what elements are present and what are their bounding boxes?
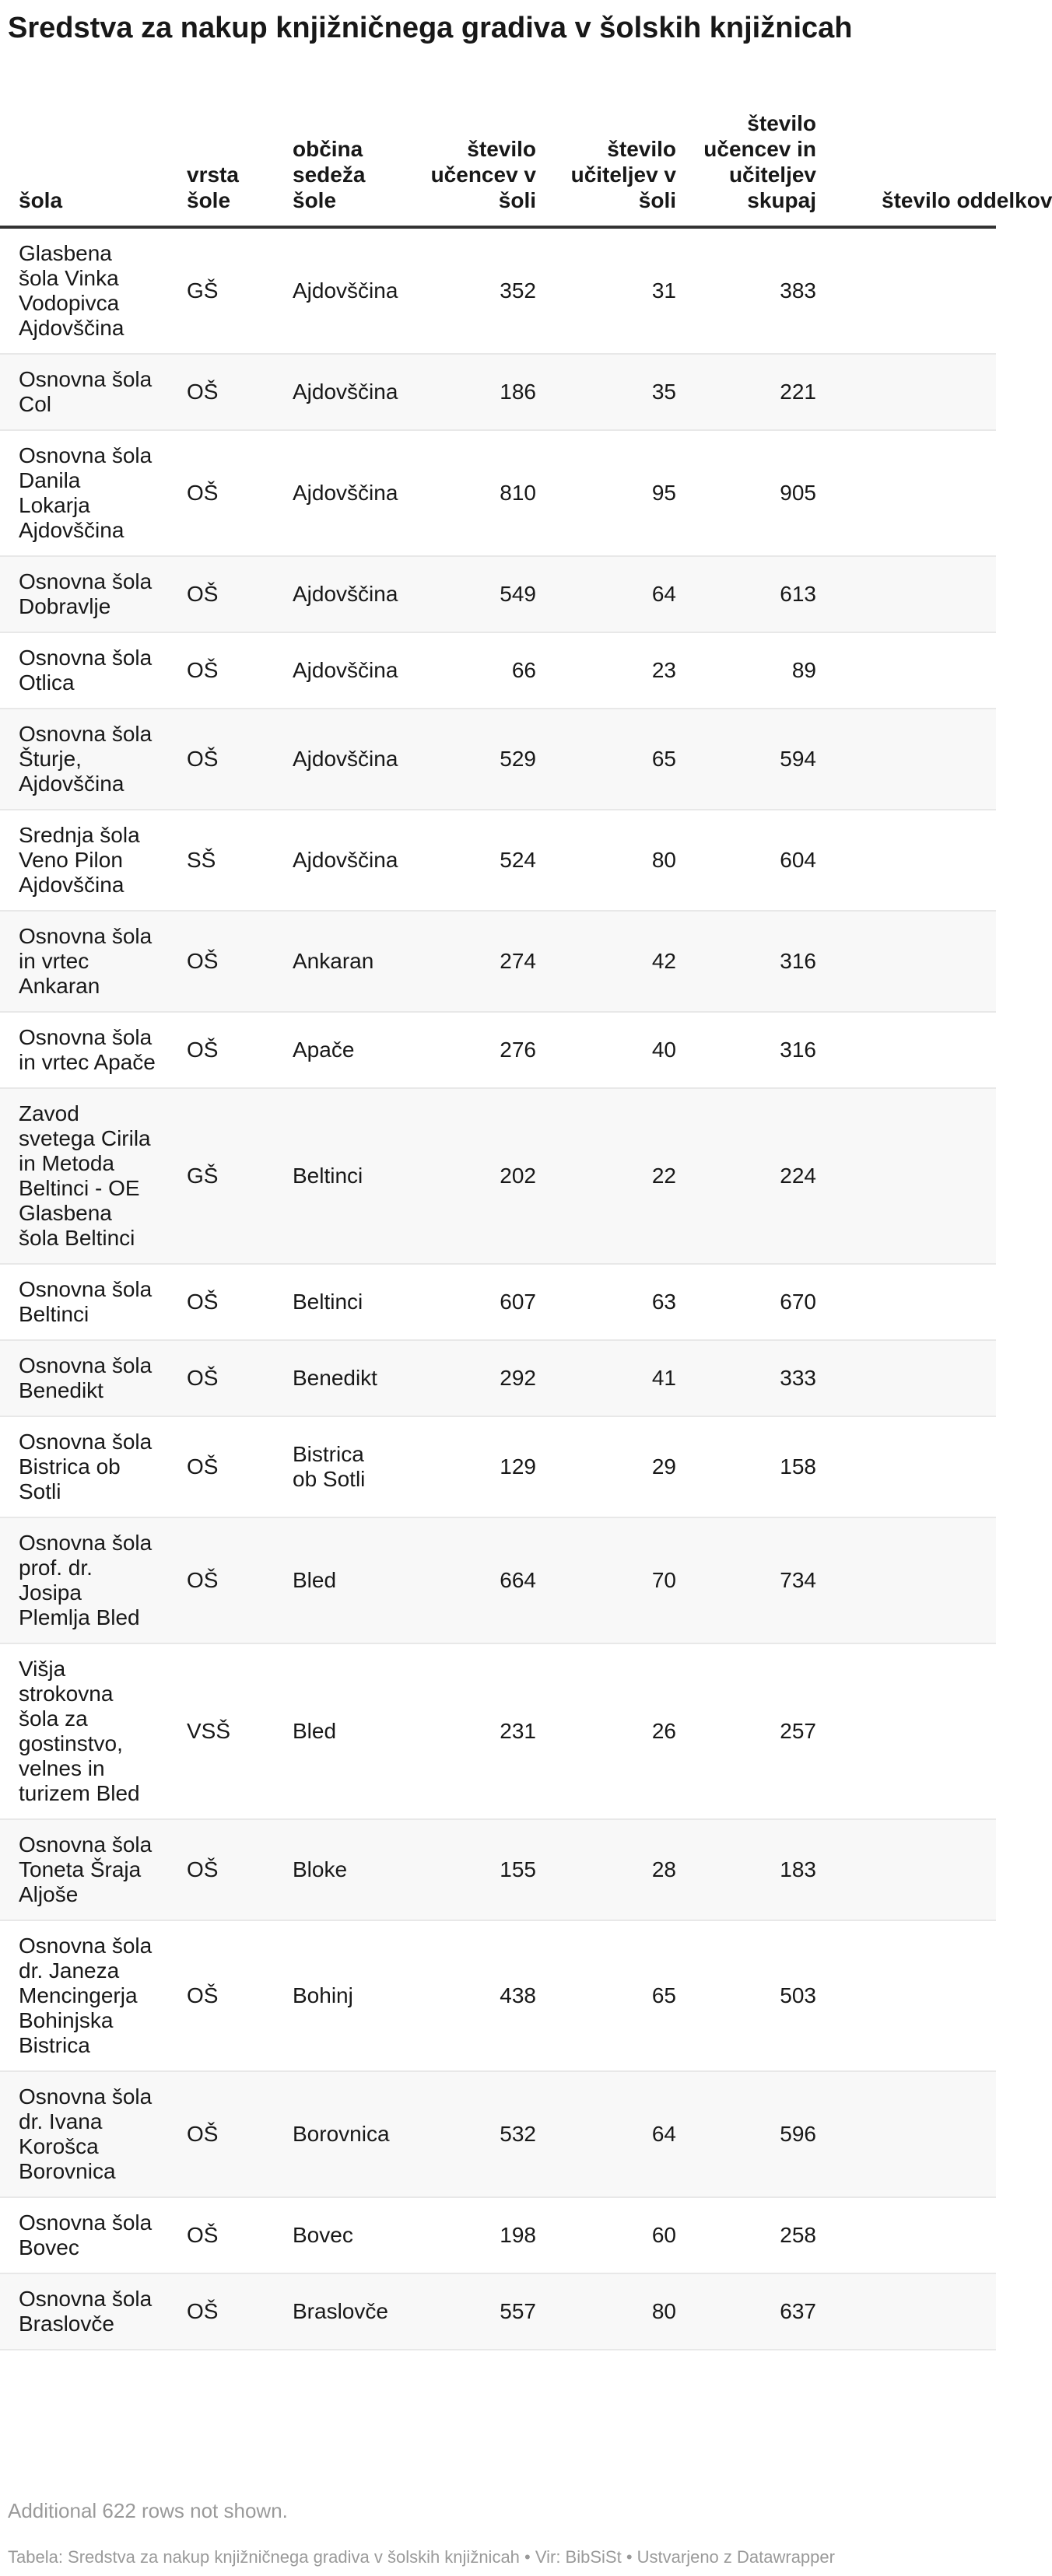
cell-municipality: Borovnica — [274, 2071, 398, 2197]
cell-municipality: Ajdovščina — [274, 227, 398, 354]
cell-teachers: 70 — [547, 1517, 687, 1643]
column-header-teachers[interactable]: število učiteljev v šoli — [547, 110, 687, 227]
table-row — [0, 1340, 996, 1416]
cell-school: Osnovna šola Bistrica ob Sotli — [0, 1416, 168, 1517]
cell-classes — [827, 632, 996, 709]
cell-classes — [827, 1517, 996, 1643]
cell-municipality: Apače — [274, 1012, 398, 1088]
table-row — [0, 810, 996, 911]
cell-students: 438 — [398, 1920, 547, 2071]
cell-teachers: 95 — [547, 430, 687, 556]
cell-total: 734 — [687, 1517, 827, 1643]
cell-classes — [827, 354, 996, 430]
column-header-classes[interactable]: število oddelkov — [827, 110, 996, 227]
cell-classes — [827, 1088, 996, 1264]
table-header-row — [0, 110, 996, 227]
cell-school-type: GŠ — [168, 1088, 274, 1264]
cell-students: 352 — [398, 227, 547, 354]
cell-teachers: 65 — [547, 1920, 687, 2071]
cell-teachers: 42 — [547, 911, 687, 1012]
cell-total: 905 — [687, 430, 827, 556]
cell-school-type: VSŠ — [168, 1643, 274, 1819]
cell-school-type: OŠ — [168, 2071, 274, 2197]
cell-students: 664 — [398, 1517, 547, 1643]
cell-school: Osnovna šola Šturje, Ajdovščina — [0, 709, 168, 810]
table-notes: Additional 622 rows not shown. — [8, 2499, 288, 2522]
cell-classes — [827, 1264, 996, 1340]
table-row — [0, 1643, 996, 1819]
cell-total: 613 — [687, 556, 827, 632]
cell-classes — [827, 911, 996, 1012]
cell-school-type: OŠ — [168, 1012, 274, 1088]
column-header-school-type[interactable]: vrsta šole — [168, 110, 274, 227]
cell-total: 258 — [687, 2197, 827, 2273]
cell-municipality: Bled — [274, 1517, 398, 1643]
cell-classes — [827, 1340, 996, 1416]
cell-school: Osnovna šola Braslovče — [0, 2273, 168, 2350]
cell-total: 224 — [687, 1088, 827, 1264]
cell-total: 221 — [687, 354, 827, 430]
table-row — [0, 354, 996, 430]
cell-municipality: Beltinci — [274, 1088, 398, 1264]
cell-school-type: GŠ — [168, 227, 274, 354]
cell-teachers: 80 — [547, 2273, 687, 2350]
cell-school: Osnovna šola Dobravlje — [0, 556, 168, 632]
table-row — [0, 1819, 996, 1920]
cell-students: 810 — [398, 430, 547, 556]
table-row — [0, 1920, 996, 2071]
cell-school: Osnovna šola dr. Ivana Korošca Borovnica — [0, 2071, 168, 2197]
cell-students: 66 — [398, 632, 547, 709]
cell-municipality: Bistrica ob Sotli — [274, 1416, 398, 1517]
cell-school-type: OŠ — [168, 2273, 274, 2350]
cell-school-type: OŠ — [168, 1819, 274, 1920]
cell-students: 198 — [398, 2197, 547, 2273]
table-body — [0, 227, 996, 2350]
cell-municipality: Ajdovščina — [274, 810, 398, 911]
cell-total: 670 — [687, 1264, 827, 1340]
cell-total: 257 — [687, 1643, 827, 1819]
cell-students: 274 — [398, 911, 547, 1012]
cell-total: 637 — [687, 2273, 827, 2350]
cell-teachers: 60 — [547, 2197, 687, 2273]
cell-municipality: Beltinci — [274, 1264, 398, 1340]
cell-school: Osnovna šola Bovec — [0, 2197, 168, 2273]
cell-school: Osnovna šola prof. dr. Josipa Plemlja Bled — [0, 1517, 168, 1643]
cell-school: Osnovna šola Otlica — [0, 632, 168, 709]
table-row — [0, 2197, 996, 2273]
data-table — [0, 110, 1052, 2350]
table-row — [0, 430, 996, 556]
cell-school: Osnovna šola in vrtec Apače — [0, 1012, 168, 1088]
cell-school-type: OŠ — [168, 911, 274, 1012]
cell-students: 549 — [398, 556, 547, 632]
cell-school-type: OŠ — [168, 556, 274, 632]
cell-students: 155 — [398, 1819, 547, 1920]
table-row — [0, 1088, 996, 1264]
cell-school-type: OŠ — [168, 354, 274, 430]
cell-total: 89 — [687, 632, 827, 709]
cell-students: 202 — [398, 1088, 547, 1264]
cell-classes — [827, 1920, 996, 2071]
cell-total: 383 — [687, 227, 827, 354]
table-row — [0, 1416, 996, 1517]
cell-school-type: OŠ — [168, 1416, 274, 1517]
cell-classes — [827, 1643, 996, 1819]
cell-school: Glasbena šola Vinka Vodopivca Ajdovščina — [0, 227, 168, 354]
cell-teachers: 31 — [547, 227, 687, 354]
table-footer: Tabela: Sredstva za nakup knjižničnega gradiva v šolskih knjižnicah • Vir: BibSiSt • Ustvarjeno z Datawrapper — [8, 2547, 835, 2567]
cell-school-type: OŠ — [168, 1340, 274, 1416]
cell-school-type: OŠ — [168, 1517, 274, 1643]
table-row — [0, 2071, 996, 2197]
cell-municipality: Ajdovščina — [274, 556, 398, 632]
table-row — [0, 911, 996, 1012]
cell-school-type: OŠ — [168, 709, 274, 810]
cell-teachers: 65 — [547, 709, 687, 810]
cell-total: 503 — [687, 1920, 827, 2071]
cell-students: 524 — [398, 810, 547, 911]
cell-school-type: OŠ — [168, 632, 274, 709]
cell-municipality: Braslovče — [274, 2273, 398, 2350]
cell-students: 231 — [398, 1643, 547, 1819]
cell-municipality: Bled — [274, 1643, 398, 1819]
cell-school-type: OŠ — [168, 1264, 274, 1340]
table-row — [0, 556, 996, 632]
cell-classes — [827, 2197, 996, 2273]
cell-classes — [827, 556, 996, 632]
cell-students: 529 — [398, 709, 547, 810]
table-container — [0, 110, 1052, 2350]
cell-school: Osnovna šola dr. Janeza Mencingerja Bohinjska Bistrica — [0, 1920, 168, 2071]
cell-students: 186 — [398, 354, 547, 430]
cell-teachers: 35 — [547, 354, 687, 430]
cell-school-type: OŠ — [168, 1920, 274, 2071]
cell-teachers: 29 — [547, 1416, 687, 1517]
cell-municipality: Ajdovščina — [274, 632, 398, 709]
cell-school-type: SŠ — [168, 810, 274, 911]
cell-classes — [827, 1012, 996, 1088]
cell-teachers: 41 — [547, 1340, 687, 1416]
cell-students: 129 — [398, 1416, 547, 1517]
table-row — [0, 1012, 996, 1088]
cell-teachers: 28 — [547, 1819, 687, 1920]
cell-teachers: 23 — [547, 632, 687, 709]
cell-students: 276 — [398, 1012, 547, 1088]
cell-municipality: Ajdovščina — [274, 430, 398, 556]
cell-municipality: Ajdovščina — [274, 709, 398, 810]
cell-classes — [827, 2273, 996, 2350]
cell-teachers: 26 — [547, 1643, 687, 1819]
cell-school: Osnovna šola Benedikt — [0, 1340, 168, 1416]
cell-school: Osnovna šola Beltinci — [0, 1264, 168, 1340]
cell-teachers: 64 — [547, 2071, 687, 2197]
cell-school: Osnovna šola Danila Lokarja Ajdovščina — [0, 430, 168, 556]
cell-total: 316 — [687, 1012, 827, 1088]
cell-school: Zavod svetega Cirila in Metoda Beltinci - OE Glasbena šola Beltinci — [0, 1088, 168, 1264]
cell-total: 158 — [687, 1416, 827, 1517]
cell-school-type: OŠ — [168, 430, 274, 556]
table-row — [0, 632, 996, 709]
cell-classes — [827, 227, 996, 354]
cell-school: Osnovna šola Toneta Šraja Aljoše — [0, 1819, 168, 1920]
cell-classes — [827, 430, 996, 556]
table-row — [0, 709, 996, 810]
cell-school: Višja strokovna šola za gostinstvo, velnes in turizem Bled — [0, 1643, 168, 1819]
cell-classes — [827, 2071, 996, 2197]
table-row — [0, 2273, 996, 2350]
cell-municipality: Benedikt — [274, 1340, 398, 1416]
cell-teachers: 80 — [547, 810, 687, 911]
cell-classes — [827, 1416, 996, 1517]
table-row — [0, 1264, 996, 1340]
cell-municipality: Bohinj — [274, 1920, 398, 2071]
column-header-municipality[interactable]: občina sedeža šole — [274, 110, 398, 227]
table-row — [0, 1517, 996, 1643]
cell-teachers: 40 — [547, 1012, 687, 1088]
cell-municipality: Ankaran — [274, 911, 398, 1012]
cell-students: 557 — [398, 2273, 547, 2350]
cell-total: 316 — [687, 911, 827, 1012]
cell-students: 607 — [398, 1264, 547, 1340]
cell-classes — [827, 810, 996, 911]
column-header-students[interactable]: število učencev v šoli — [398, 110, 547, 227]
cell-total: 594 — [687, 709, 827, 810]
cell-classes — [827, 1819, 996, 1920]
cell-students: 292 — [398, 1340, 547, 1416]
cell-school: Osnovna šola in vrtec Ankaran — [0, 911, 168, 1012]
cell-school-type: OŠ — [168, 2197, 274, 2273]
cell-teachers: 64 — [547, 556, 687, 632]
cell-total: 183 — [687, 1819, 827, 1920]
cell-total: 596 — [687, 2071, 827, 2197]
cell-students: 532 — [398, 2071, 547, 2197]
page-title: Sredstva za nakup knjižničnega gradiva v šolskih knjižnicah — [8, 12, 853, 44]
cell-total: 333 — [687, 1340, 827, 1416]
cell-classes — [827, 709, 996, 810]
cell-school: Srednja šola Veno Pilon Ajdovščina — [0, 810, 168, 911]
column-header-total[interactable]: število učencev in učiteljev skupaj — [687, 110, 827, 227]
column-header-school[interactable]: šola — [0, 110, 168, 227]
table-row — [0, 227, 996, 354]
cell-total: 604 — [687, 810, 827, 911]
cell-municipality: Ajdovščina — [274, 354, 398, 430]
cell-municipality: Bloke — [274, 1819, 398, 1920]
cell-teachers: 22 — [547, 1088, 687, 1264]
cell-school: Osnovna šola Col — [0, 354, 168, 430]
cell-municipality: Bovec — [274, 2197, 398, 2273]
cell-teachers: 63 — [547, 1264, 687, 1340]
